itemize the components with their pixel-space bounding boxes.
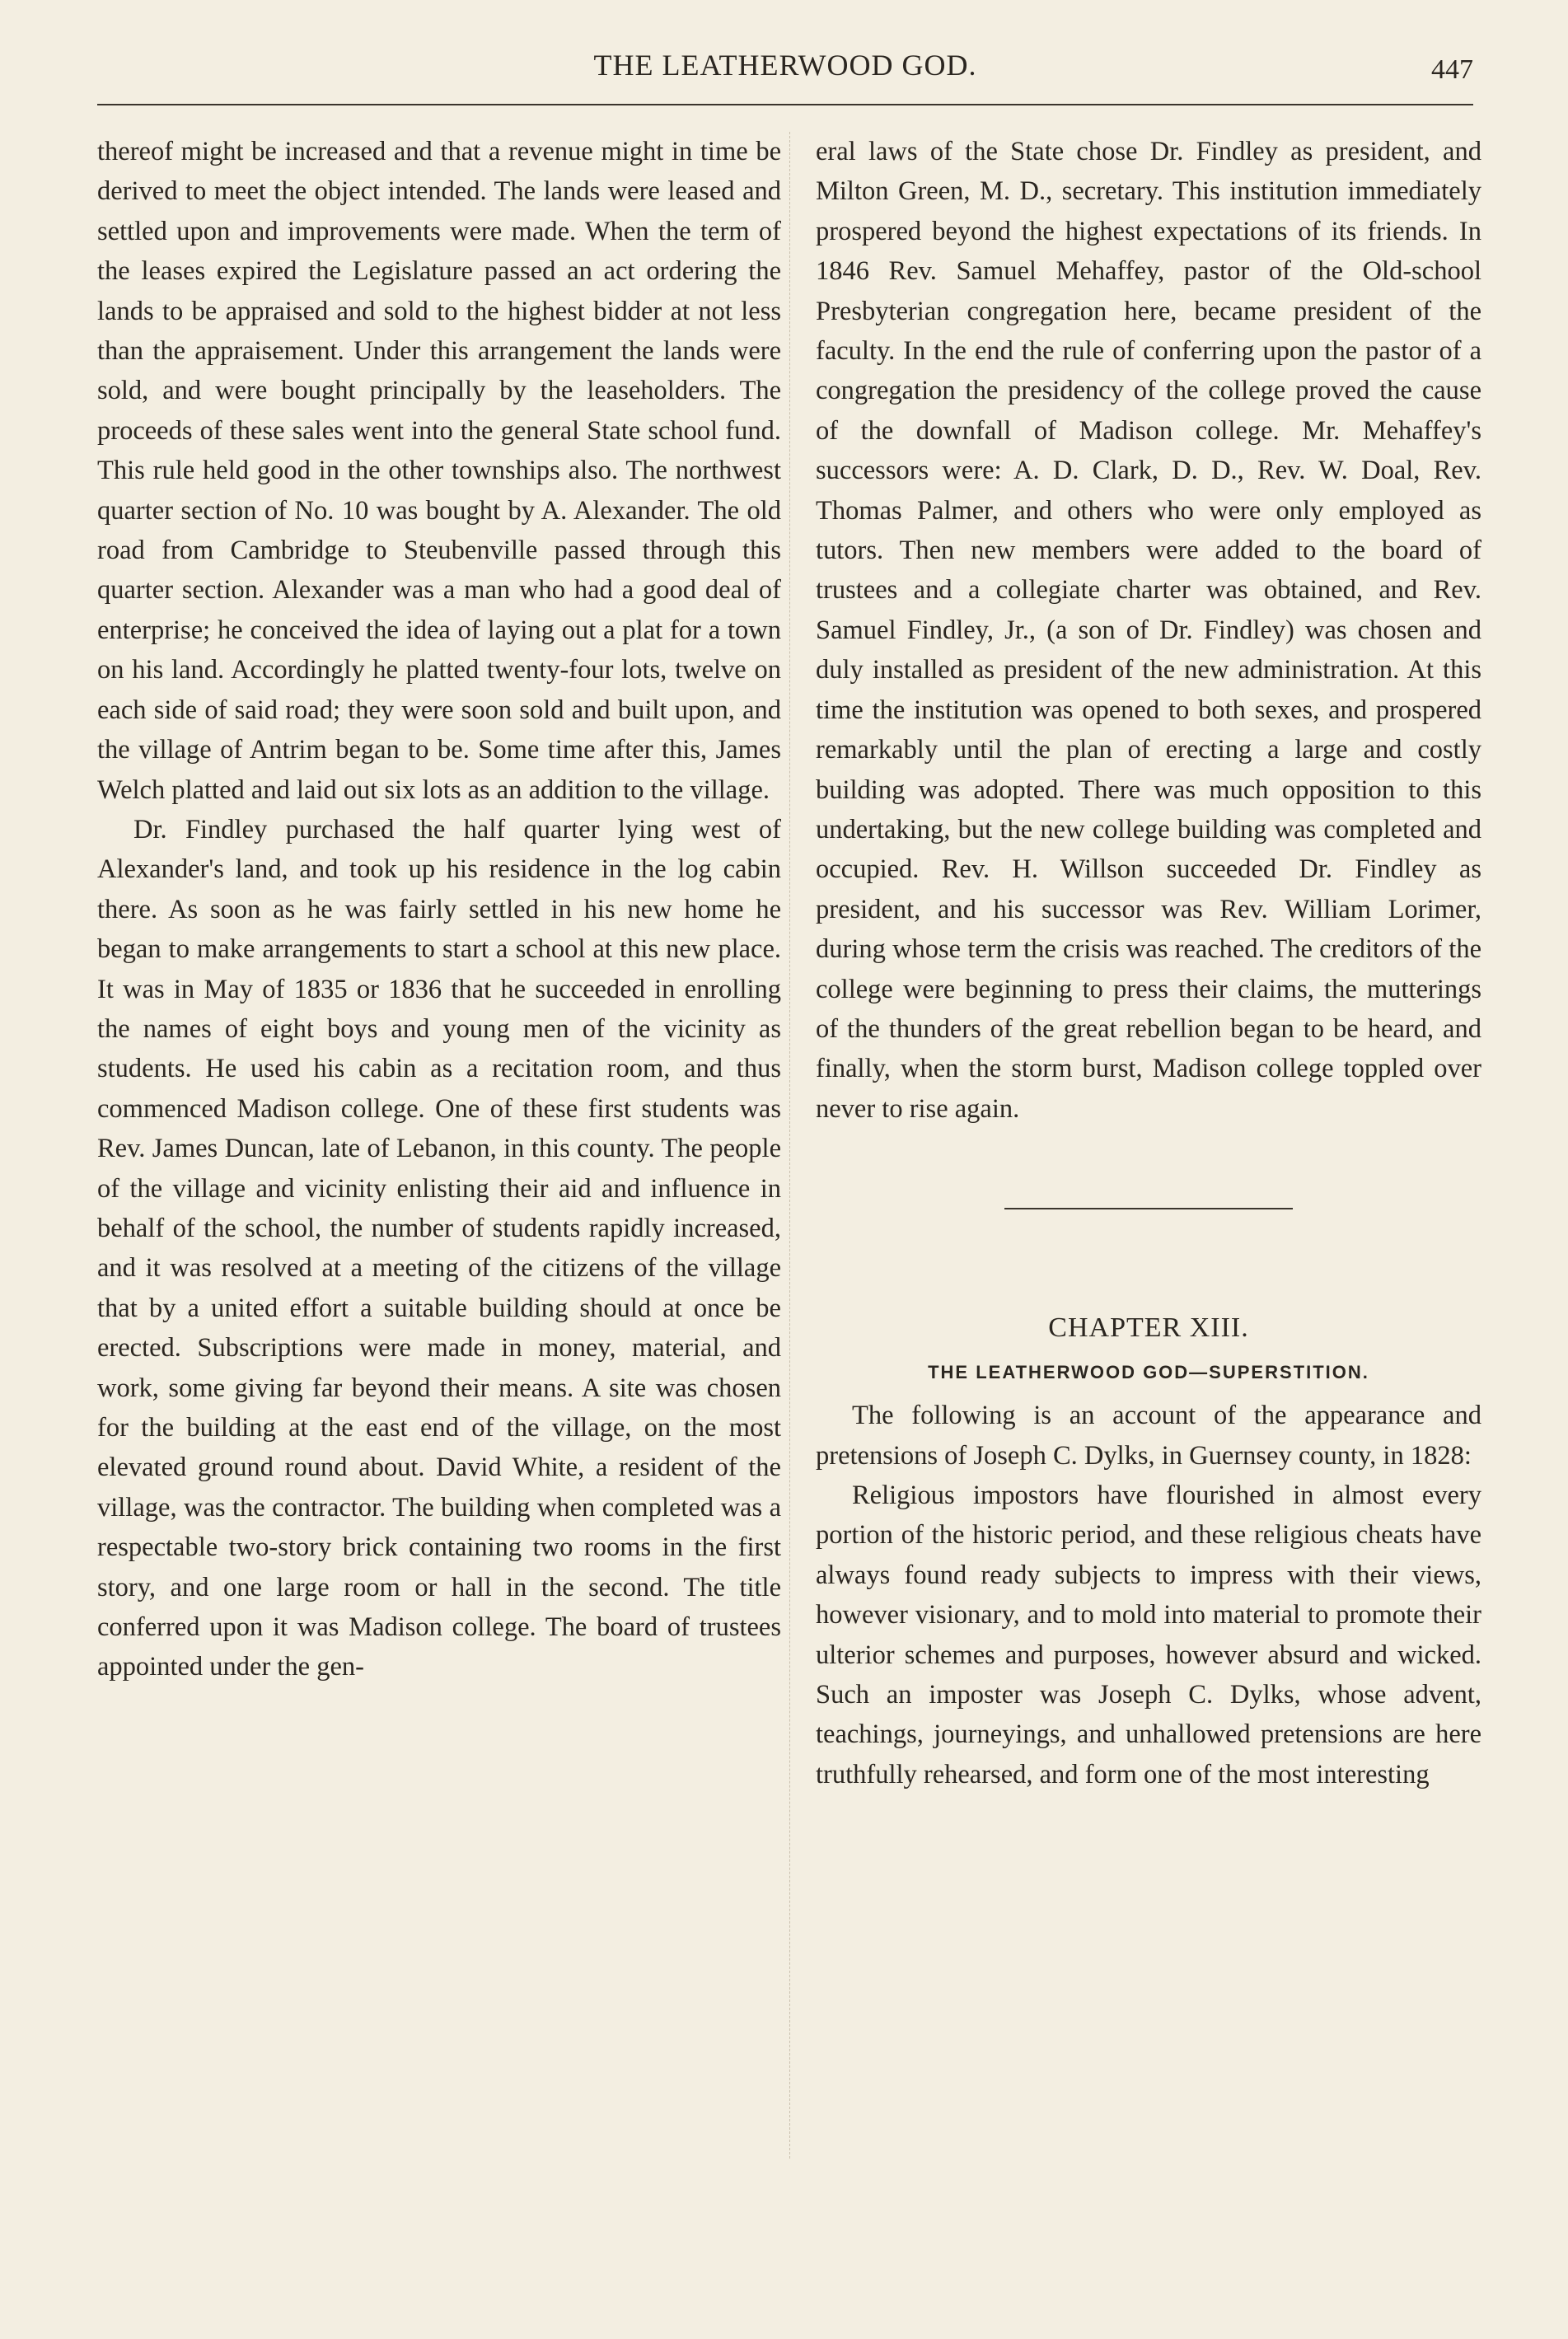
header-rule	[97, 104, 1473, 105]
paragraph: Religious impostors have flourished in almost every portion of the historic period, and these religious cheats have always found ready subjects to impress with their views, however visionary, and to mold into material to promote their ulterior schemes and purposes, however absurd and wicked. Such an imposter was Joseph C. Dylks, whose advent, teachings, journeyings, and unhallowed pretensions are here truthfully rehearsed, and form one of the most interesting	[816, 1480, 1481, 1789]
section-divider	[1004, 1208, 1293, 1209]
running-title: THE LEATHERWOOD GOD.	[593, 49, 977, 82]
page-header	[97, 48, 1473, 94]
chapter-subtitle: THE LEATHERWOOD GOD—SUPERSTITION.	[928, 1362, 1369, 1383]
paragraph: eral laws of the State chose Dr. Findley as president, and Milton Green, M. D., secretary. This institution immediately prospered beyond the highest expectations of its friends. In 1846 Rev. Samuel Mehaffey, pastor of the Old-school Presbyterian congregation here, became president of the faculty. In the end the rule of conferring upon the pastor of a congregation the presidency of the college proved the cause of the downfall of Madison college. Mr. Mehaffey's successors were: A. D. Clark, D. D., Rev. W. Doal, Rev. Thomas Palmer, and others who were only employed as tutors. Then new members were added to the board of trustees and a collegiate charter was obtained, and Rev. Samuel Findley, Jr., (a son of Dr. Findley) was chosen and duly installed as president of the new administration. At this time the institution was opened to both sexes, and prospered remarkably until the plan of erecting a large and costly building was adopted. There was much opposition to this undertaking, but the new college building was completed and occupied. Rev. H. Willson succeeded Dr. Findley as president, and his successor was Rev. William Lorimer, during whose term the crisis was reached. The creditors of the college were beginning to press their claims, the mutterings of the thunders of the great rebellion began to be heard, and finally, when the storm burst, Madison college toppled over never to rise again.	[816, 137, 1481, 1124]
paragraph: Dr. Findley purchased the half quarter lying west of Alexander's land, and took up his residence in the log cabin there. As soon as he was fairly settled in his new home he began to make arrangements to start a school at this new place. It was in May of 1835 or 1836 that he succeeded in enrolling the names of eight boys and young men of the vicinity as students. He used his cabin as a recitation room, and thus commenced Madison college. One of these first students was Rev. James Duncan, late of Lebanon, in this county. The people of the village and vicinity enlisting their aid and influence in behalf of the school, the number of students rapidly increased, and it was resolved at a meeting of the citizens of the village that by a united effort a suitable building should at once be erected. Subscriptions were made in money, material, and work, some giving far beyond their means. A site was chosen for the building at the east end of the village, on the most elevated ground round about. David White, a resident of the village, was the contractor. The building when completed was a respectable two-story brick containing two rooms in the first story, and one large room or hall in the second. The title conferred upon it was Madison college. The board of trustees appointed under the gen-	[97, 814, 781, 1682]
chapter-title: CHAPTER XIII.	[1048, 1312, 1249, 1344]
paragraph: The following is an account of the appearance and pretensions of Joseph C. Dylks, in Guernsey county, in 1828:	[816, 1401, 1481, 1471]
page-number: 447	[1431, 54, 1473, 85]
right-column	[816, 132, 1481, 1794]
column-divider	[789, 132, 790, 2159]
left-column	[97, 132, 781, 1687]
paragraph: thereof might be increased and that a revenue might in time be derived to meet the object intended. The lands were leased and settled upon and improvements were made. When the term of the leases expired the Legislature passed an act ordering the lands to be appraised and sold to the highest bidder at not less than the appraisement. Under this arrangement the lands were sold, and were bought principally by the leaseholders. The proceeds of these sales went into the general State school fund. This rule held good in the other townships also. The northwest quarter section of No. 10 was bought by A. Alexander. The old road from Cambridge to Steubenville passed through this quarter section. Alexander was a man who had a good deal of enterprise; he conceived the idea of laying out a plat for a town on his land. Accordingly he platted twenty-four lots, twelve on each side of said road; they were soon sold and built upon, and the village of Antrim began to be. Some time after this, James Welch platted and laid out six lots as an addition to the village.	[97, 137, 781, 805]
